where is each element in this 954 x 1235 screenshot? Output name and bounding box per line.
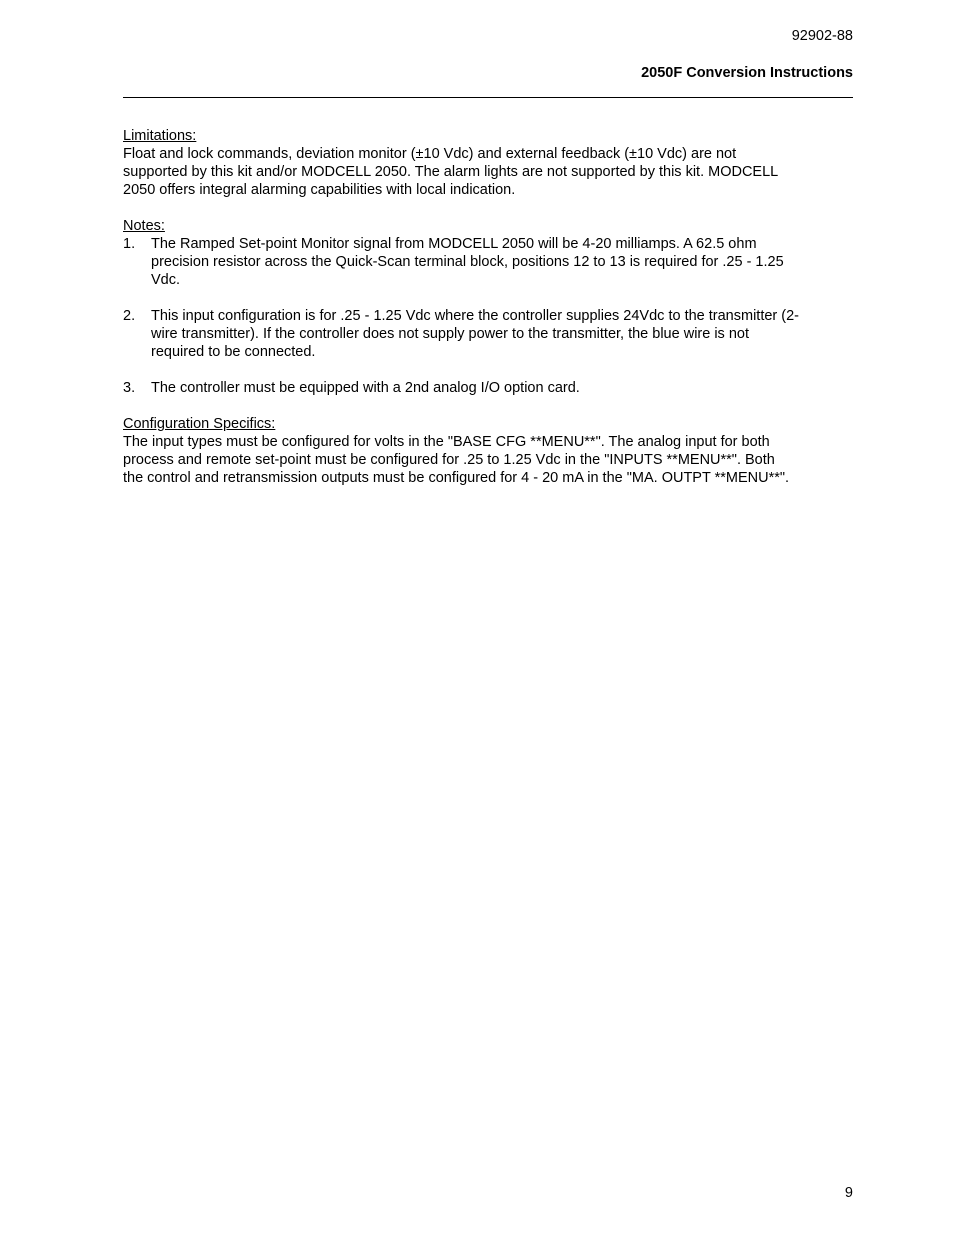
note-line: This input configuration is for .25 - 1.25 Vdc where the controller supplies 24Vdc to the transmitter (2-	[151, 308, 799, 324]
note-number: 2.	[123, 308, 136, 324]
note-line: Vdc.	[151, 272, 181, 288]
configuration-line: process and remote set-point must be configured for .25 to 1.25 Vdc in the "INPUTS **MENU**". Both	[123, 452, 775, 468]
limitations-section	[123, 127, 853, 199]
limitations-line: supported by this kit and/or MODCELL 2050. The alarm lights are not supported by this kit. MODCELL	[123, 164, 779, 180]
configuration-section	[123, 415, 853, 487]
header-rule	[123, 97, 853, 98]
note-item-2	[123, 307, 853, 361]
spacer	[123, 397, 853, 415]
note-text	[151, 307, 853, 361]
notes-section	[123, 217, 853, 397]
note-text	[151, 379, 853, 397]
notes-heading: Notes:	[123, 218, 165, 234]
doc-number: 92902-88	[791, 28, 853, 44]
note-number: 3.	[123, 380, 136, 396]
note-line: wire transmitter). If the controller does not supply power to the transmitter, the blue wire is not	[151, 326, 749, 342]
note-item-1	[123, 235, 853, 289]
note-line: required to be connected.	[151, 344, 316, 360]
spacer	[123, 289, 853, 307]
spacer	[123, 199, 853, 217]
note-item-3	[123, 379, 853, 397]
limitations-paragraph	[123, 145, 853, 199]
doc-title: 2050F Conversion Instructions	[641, 65, 853, 81]
note-line: The controller must be equipped with a 2nd analog I/O option card.	[151, 380, 580, 396]
configuration-line: the control and retransmission outputs must be configured for 4 - 20 mA in the "MA. OUTPT **MENU**".	[123, 470, 790, 486]
limitations-line: Float and lock commands, deviation monitor (±10 Vdc) and external feedback (±10 Vdc) are not	[123, 146, 737, 162]
limitations-heading: Limitations:	[123, 128, 197, 144]
spacer	[123, 361, 853, 379]
configuration-paragraph	[123, 433, 853, 487]
limitations-line: 2050 offers integral alarming capabilities with local indication.	[123, 182, 516, 198]
page-number: 9	[844, 1185, 853, 1201]
note-line: The Ramped Set-point Monitor signal from MODCELL 2050 will be 4-20 milliamps. A 62.5 ohm	[151, 236, 757, 252]
configuration-heading: Configuration Specifics:	[123, 416, 276, 432]
note-text	[151, 235, 853, 289]
note-number: 1.	[123, 236, 136, 252]
configuration-line: The input types must be configured for volts in the "BASE CFG **MENU**". The analog input for both	[123, 434, 770, 450]
document-body	[123, 127, 853, 487]
note-line: precision resistor across the Quick-Scan terminal block, positions 12 to 13 is required for .25 - 1.25	[151, 254, 784, 270]
